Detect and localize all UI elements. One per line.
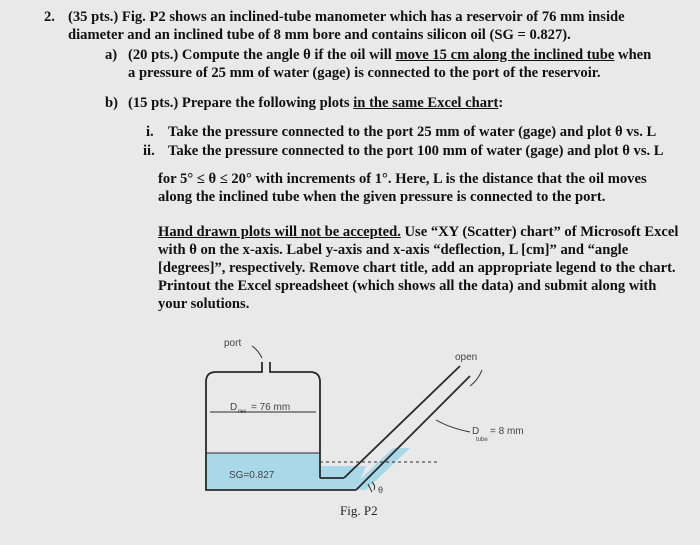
- part-a-text-start: (20 pts.) Compute the angle θ if the oil will: [128, 47, 396, 63]
- instructions-line-3: [degrees]”, respectively. Remove chart title, add an appropriate legend to the chart.: [158, 260, 676, 276]
- specific-gravity-label: SG=0.827: [229, 470, 275, 481]
- figure-caption: Fig. P2: [340, 503, 378, 518]
- part-a-text-end: when: [614, 47, 652, 63]
- item-i-text: Take the pressure connected to the port 25 mm of water (gage) and plot θ vs. L: [168, 124, 657, 140]
- range-line-1: for 5° ≤ θ ≤ 20° with increments of 1°. Here, L is the distance that the oil moves: [158, 171, 647, 187]
- tube-diameter-symbol: D: [472, 426, 480, 437]
- tube-diameter-leader: [436, 420, 470, 432]
- instructions-line-2: with θ on the x-axis. Label y-axis and x-axis “deflection, L [cm]” and “angle: [158, 242, 629, 258]
- reservoir-diameter-value: = 76 mm: [251, 402, 291, 413]
- item-ii-number: ii.: [143, 143, 155, 159]
- part-a-label: a): [105, 47, 118, 63]
- part-b-label: b): [105, 95, 118, 111]
- item-i-number: i.: [146, 124, 154, 140]
- range-line-2: along the inclined tube when the given pressure is connected to the port.: [158, 189, 606, 205]
- open-arrow: [470, 370, 482, 386]
- problem-intro-line-1: (35 pts.) Fig. P2 shows an inclined-tube manometer which has a reservoir of 76 mm inside: [68, 9, 625, 25]
- part-a-underlined: move 15 cm along the inclined tube: [395, 47, 615, 63]
- part-b-text-start: (15 pts.) Prepare the following plots: [128, 95, 354, 111]
- part-b-underlined: in the same Excel chart: [353, 95, 499, 111]
- reservoir-diameter-subscript: res: [238, 409, 247, 415]
- port-label: port: [224, 338, 242, 349]
- part-b-text-end: :: [498, 95, 504, 111]
- problem-number: 2.: [44, 9, 55, 25]
- instructions-line-1-rest: Use “XY (Scatter) chart” of Microsoft Excel: [400, 224, 679, 240]
- problem-intro-line-2: diameter and an inclined tube of 8 mm bore and contains silicon oil (SG = 0.827).: [68, 27, 571, 43]
- open-label: open: [455, 352, 478, 363]
- angle-theta-label: θ: [378, 485, 384, 495]
- instructions-line-4: Printout the Excel spreadsheet (which shows all the data) and submit along with: [158, 278, 657, 294]
- hand-drawn-warning: Hand drawn plots will not be accepted.: [158, 224, 401, 240]
- reservoir-diameter-symbol: D: [230, 402, 238, 413]
- tube-diameter-subscript: tube: [476, 437, 488, 443]
- port-arrow: [252, 346, 262, 358]
- item-ii-text: Take the pressure connected to the port 100 mm of water (gage) and plot θ vs. L: [168, 143, 664, 159]
- tube-diameter-value: = 8 mm: [490, 426, 524, 437]
- instructions-line-5: your solutions.: [158, 296, 250, 312]
- part-a-line-2: a pressure of 25 mm of water (gage) is connected to the port of the reservoir.: [128, 65, 601, 81]
